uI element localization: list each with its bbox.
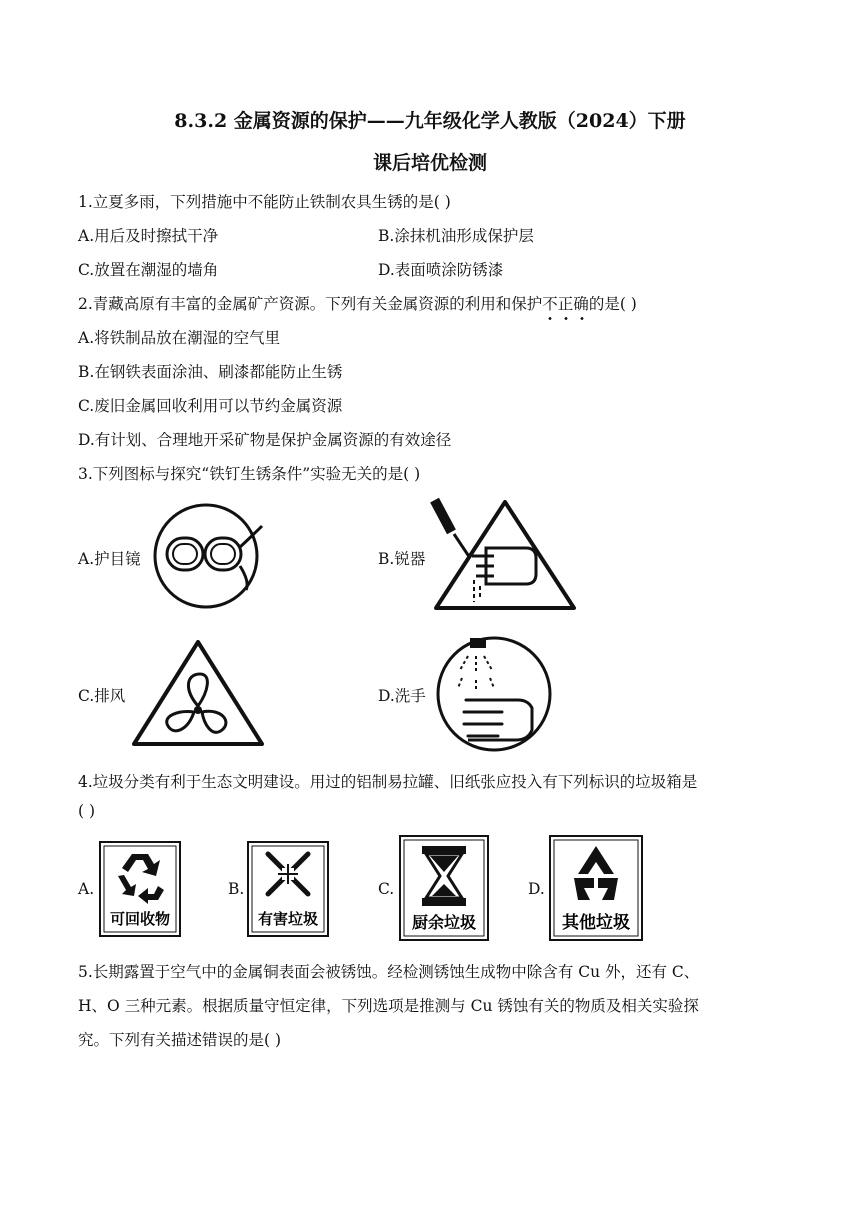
q2-stem-tail: 的是( )	[588, 295, 637, 313]
q2-option-a[interactable]: A.将铁制品放在潮湿的空气里	[78, 329, 281, 347]
q1-option-d[interactable]: D.表面喷涂防锈漆	[378, 261, 504, 279]
hazardous-sign	[246, 840, 330, 938]
sharp-object-icon	[430, 496, 580, 614]
q1-option-c[interactable]: C.放置在潮湿的墙角	[78, 261, 219, 279]
q5-line-2: H、O 三种元素。根据质量守恒定律，下列选项是推测与 Cu 锈蚀有关的物质及相关实验探	[78, 997, 699, 1015]
q2-option-b[interactable]: B.在钢铁表面涂油、刷漆都能防止生锈	[78, 363, 343, 381]
q1-stem: 1.立夏多雨，下列措施中不能防止铁制农具生锈的是( )	[78, 193, 451, 211]
q3-option-d[interactable]: D.洗手	[378, 687, 426, 705]
other-waste-sign-label: 其他垃圾	[562, 913, 630, 933]
q3-option-a[interactable]: A.护目镜	[78, 550, 141, 568]
q4-stem-cont: ( )	[78, 802, 96, 820]
q3-stem: 3.下列图标与探究“铁钉生锈条件”实验无关的是( )	[78, 465, 421, 483]
recyclable-sign	[98, 840, 182, 938]
q2-option-c[interactable]: C.废旧金属回收利用可以节约金属资源	[78, 397, 343, 415]
q2-stem-text: 2.青藏高原有丰富的金属矿产资源。下列有关金属资源的利用和保护	[78, 295, 543, 313]
recyclable-sign-label: 可回收物	[109, 910, 171, 928]
q5-line-3: 究。下列有关描述错误的是( )	[78, 1031, 282, 1049]
q2-stem	[78, 292, 637, 314]
q4-option-b[interactable]: B.	[228, 880, 245, 898]
hand-washing-icon	[432, 634, 556, 754]
q2-emphasis: 不正确	[542, 295, 589, 313]
q4-option-d[interactable]: D.	[528, 880, 545, 898]
kitchen-waste-sign	[398, 834, 490, 942]
q3-option-c[interactable]: C.排风	[78, 687, 126, 705]
ventilation-fan-icon	[130, 638, 266, 748]
goggles-icon	[150, 500, 268, 610]
hazardous-sign-label: 有害垃圾	[257, 910, 319, 928]
page-subtitle: 课后培优检测	[372, 152, 487, 174]
q5-line-1: 5.长期露置于空气中的金属铜表面会被锈蚀。经检测锈蚀生成物中除含有 Cu 外，还有 C、	[78, 963, 700, 981]
q2-option-d[interactable]: D.有计划、合理地开采矿物是保护金属资源的有效途径	[78, 431, 452, 449]
kitchen-waste-sign-label: 厨余垃圾	[411, 913, 477, 932]
q4-stem: 4.垃圾分类有利于生态文明建设。用过的铝制易拉罐、旧纸张应投入有下列标识的垃圾箱是	[78, 773, 698, 791]
other-waste-sign	[548, 834, 644, 942]
q4-option-a[interactable]: A.	[78, 880, 95, 898]
q1-option-b[interactable]: B.涂抹机油形成保护层	[378, 227, 534, 245]
q4-option-c[interactable]: C.	[378, 880, 395, 898]
q1-option-a[interactable]: A.用后及时擦拭干净	[78, 227, 219, 245]
q3-option-b[interactable]: B.锐器	[378, 550, 426, 568]
page-title: 8.3.2 金属资源的保护——九年级化学人教版（2024）下册	[174, 110, 686, 132]
